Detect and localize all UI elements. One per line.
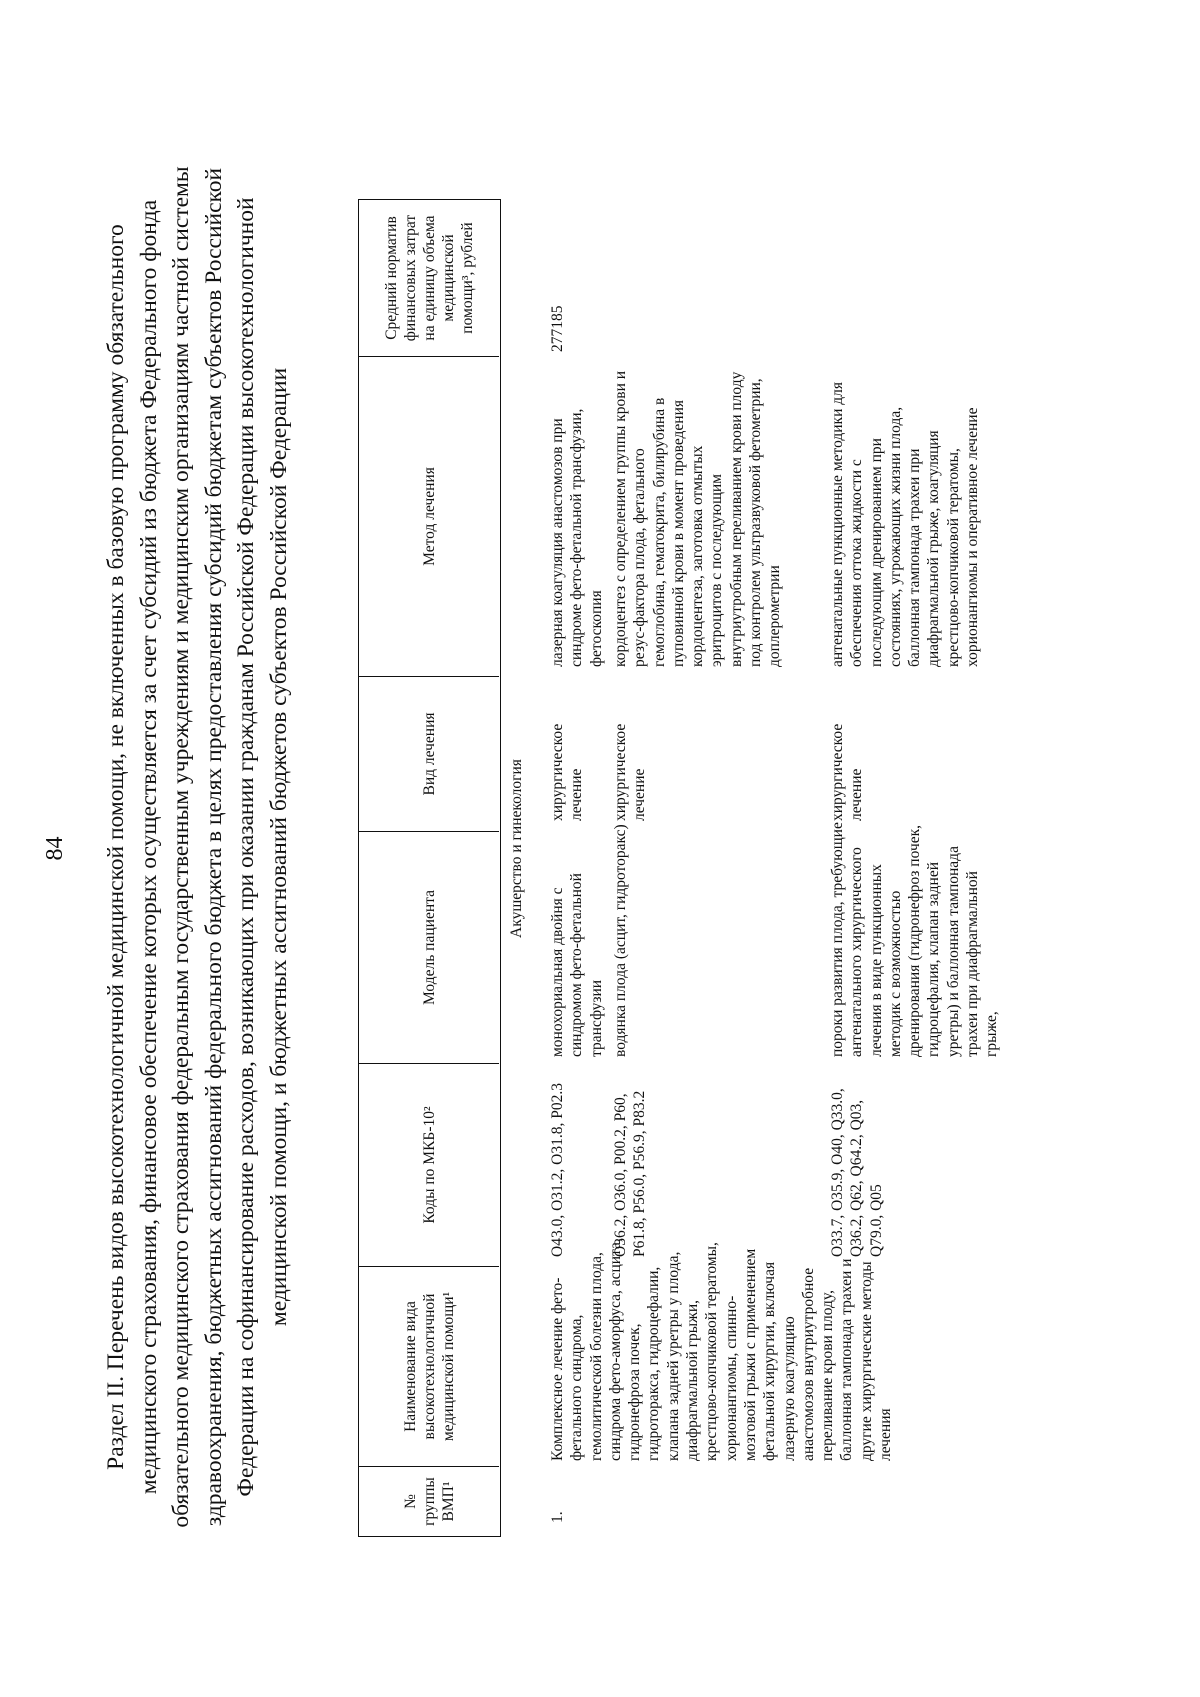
header-treatment-method: Метод лечения (359, 356, 499, 676)
header-patient-model: Модель пациента (359, 831, 499, 1063)
group-avg-cost: 277185 (549, 305, 566, 352)
header-vmp-name: Наименование вида высокотехнологичной медицинской помощи¹ (359, 1266, 499, 1466)
row2-type: хирургическое лечение (612, 723, 649, 821)
row1-codes: O43.0, O31.2, O31.8, P02.3 (549, 1083, 566, 1257)
row2-model: водянка плода (асцит, гидроторакс) (612, 824, 629, 1057)
header-treatment-type: Вид лечения (359, 676, 499, 831)
row1-method: лазерная коагуляция анастомозов при синдроме фето-фетальной трансфузии, фетоскопия (549, 408, 605, 667)
section-title: Раздел II. Перечень видов высокотехнологичной медицинской помощи, не включенных в базовую программу обязательного медицинского страхования, финансовое обеспечение которых осуществляется за счет субсидий из бюджета Федерального фонда обязательного медицинского страхования федеральным государственным учреждениям и медицинским организациям частной системы здравоохранения, бюджетных ассигнований федерального бюджета в целях предоставления субсидий бюджетам субъектов Российской Федерации на софинансирование расходов, возникающих при оказании гражданам Российской Федерации высокотехнологичной медицинской помощи, и бюджетных ассигнований бюджетов субъектов Российской Федерации (103, 166, 292, 1528)
group-vmp-name: Комплексное лечение фето-фетального синдрома, гемолитической болезни плода, синдрома фето-аморфуса, асцита, гидронефроза почек, гидроторакса, гидроцефалии, клапана задней уретры у плода, диафрагмальной грыжи, крестцово-копчиковой тератомы, хорионангиомы, спинно-мозговой грыжи с применением фетальной хирургии, включая лазерную коагуляцию анастомозов внутриутробное переливание крови плоду, баллонная тампонада трахеи и другие хирургические методы лечения (549, 1238, 895, 1461)
row2-method: кордоцентез с определением группы крови и резус-фактора плода, фетального гемоглобина, гематокрита, билирубина в пуповинной крови в момент проведения кордоцентеза, заготовка отмытых эритроцитов с последующим внутриутробным переливанием крови плоду под контролем ультразвуковой фетометрии, доплерометрии (612, 370, 784, 667)
header-icd-codes: Коды по МКБ-10² (359, 1063, 499, 1266)
row3-method: антенатальные пункционные методики для обеспечения оттока жидкости с последующим дренированием при состояниях, угрожающих жизни плода, баллонная тампонада трахеи при диафрагмальной грыже, коагуляция крестцово-копчиковой тератомы, хорионангиомы и оперативное лечение (829, 381, 982, 667)
row1-model: монохориальная двойня с синдромом фето-фетальной трансфузии (549, 873, 605, 1057)
header-group-num: № группы ВМП¹ (359, 1466, 499, 1536)
group-number: 1. (549, 1511, 566, 1523)
page-number: 84 (42, 836, 68, 861)
header-bottom-line (500, 199, 501, 1537)
table-header (358, 199, 500, 1537)
row3-codes: O33.7, O35.9, O40, Q33.0, Q36.2, Q62, Q64.2, Q03, Q79.0, Q05 (829, 1088, 885, 1257)
row2-codes: O36.2, O36.0, P00.2, P60, P61.8, P56.0, P56.9, P83.2 (612, 1090, 649, 1257)
header-avg-cost: Средний норматив финансовых затрат на единицу объема медицинской помощи³, рублей (382, 214, 476, 342)
section-header-obstetrics: Акушерство и гинекология (508, 759, 525, 938)
row3-model: пороки развития плода, требующие антенатального хирургического лечения в виде пункционных методик с возможностью дренирования (гидронефроз почек, гидроцефалия, клапан задней уретры) и баллонная тампонада трахеи при диафрагмальной грыже, (829, 822, 1001, 1057)
row3-type: хирургическое лечение (829, 723, 866, 821)
row1-type: хирургическое лечение (549, 723, 586, 821)
